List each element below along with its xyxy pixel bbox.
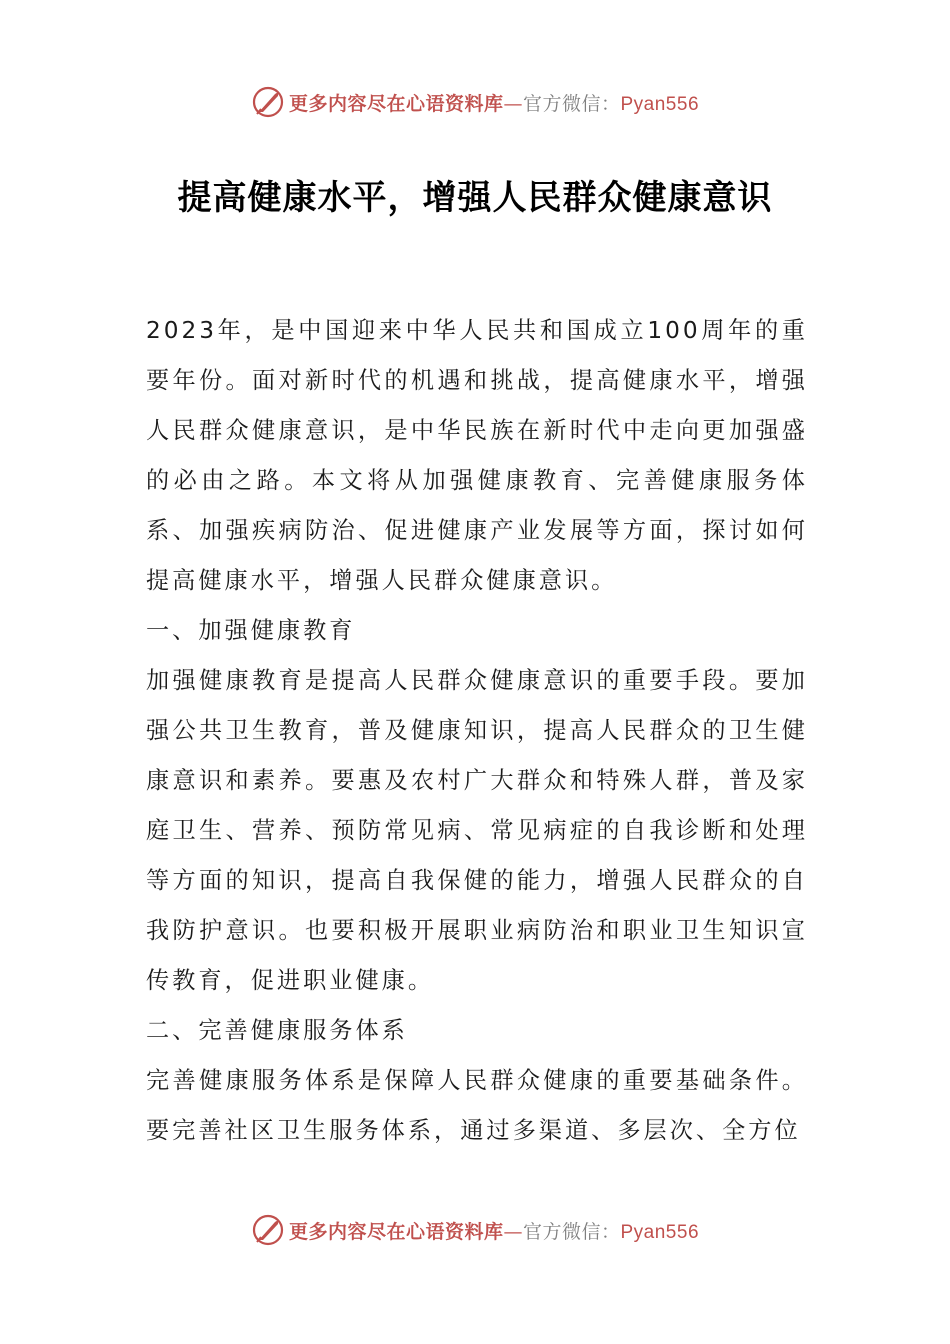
footer-banner [0,1208,950,1252]
body-paragraph: 完善健康服务体系是保障人民群众健康的重要基础条件。要完善社区卫生服务体系，通过多渠道、多层次、全方位 [146,1067,808,1144]
section-heading: 二、完善健康服务体系 [146,1017,408,1044]
section-heading: 一、加强健康教育 [146,617,356,644]
banner-official-label: 官方微信： [522,92,621,115]
quill-pen-icon [251,1213,285,1247]
banner-text [289,1217,699,1244]
document-title: 提高健康水平，增强人民群众健康意识 [177,178,773,218]
intro-paragraph: 2023年，是中国迎来中华人民共和国成立100周年的重要年份。面对新时代的机遇和挑战，提高健康水平，增强人民群众健康意识，是中华民族在新时代中走向更加强盛的必由之路。本文将从加强健康教育、完善健康服务体系、加强疾病防治、促进健康产业发展等方面，探讨如何提高健康水平，增强人民群众健康意识。 [146,317,808,594]
banner-wechat-id: Pyan556 [620,1221,700,1243]
header-banner [0,80,950,124]
banner-official-label: 官方微信： [522,1220,621,1243]
banner-text [289,89,699,116]
banner-main-text: 更多内容尽在心语资料库 [288,1220,504,1243]
banner-separator: — [503,92,523,115]
banner-wechat-id: Pyan556 [620,93,700,115]
banner-main-text: 更多内容尽在心语资料库 [288,92,504,115]
quill-pen-icon [251,85,285,119]
document-body [146,306,808,1156]
body-paragraph: 加强健康教育是提高人民群众健康意识的重要手段。要加强公共卫生教育，普及健康知识，提高人民群众的卫生健康意识和素养。要惠及农村广大群众和特殊人群，普及家庭卫生、营养、预防常见病、常见病症的自我诊断和处理等方面的知识，提高自我保健的能力，增强人民群众的自我防护意识。也要积极开展职业病防治和职业卫生知识宣传教育，促进职业健康。 [146,667,808,994]
banner-separator: — [503,1220,523,1243]
